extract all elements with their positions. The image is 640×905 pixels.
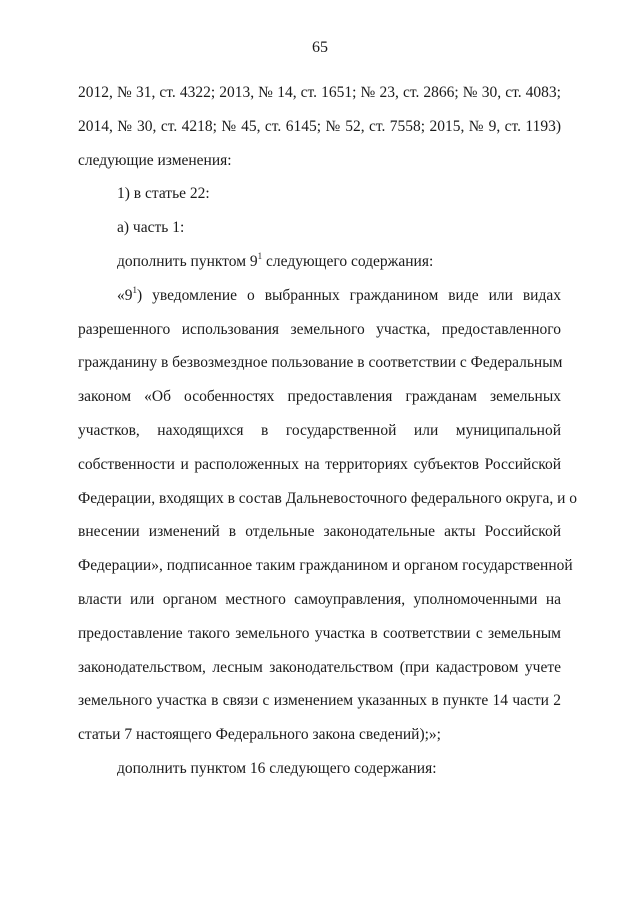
paragraph-line-18: законодательством, лесным законодательством (при кадастровом учете <box>78 658 561 676</box>
paragraph-line-9: гражданину в безвозмездное пользование в соответствии с Федеральным <box>78 354 563 372</box>
quoted-point-9-1-line <box>78 279 561 313</box>
article-22-heading: 1) в статье 22: <box>117 185 210 203</box>
add-point-9-1-text-after: следующего содержания: <box>262 252 434 270</box>
page-number: 65 <box>312 39 328 56</box>
add-point-9-1-text-before: дополнить пунктом 9 <box>117 252 258 270</box>
quoted-point-9-1-superscript: 1 <box>132 284 137 295</box>
quoted-point-9-1-text-before: «9 <box>117 286 133 304</box>
add-point-9-1-line <box>78 245 561 279</box>
quoted-point-9-1-text-after: ) уведомление о выбранных гражданином виде или видах <box>137 286 561 304</box>
add-point-9-1-superscript: 1 <box>257 250 263 261</box>
citation-line-2: 2014, № 30, ст. 4218; № 45, ст. 6145; № 52, ст. 7558; 2015, № 9, ст. 1193) <box>78 117 561 135</box>
paragraph-line-17: предоставление такого земельного участка в соответствии с земельным <box>78 624 561 642</box>
citation-line-1: 2012, № 31, ст. 4322; 2013, № 14, ст. 1651; № 23, ст. 2866; № 30, ст. 4083; <box>78 84 561 101</box>
paragraph-line-11: участков, находящихся в государственной или муниципальной <box>78 421 561 439</box>
paragraph-line-12: собственности и расположенных на территориях субъектов Российской <box>78 455 561 473</box>
paragraph-line-14: внесении изменений в отдельные законодательные акты Российской <box>78 523 561 541</box>
paragraph-line-20: статьи 7 настоящего Федерального закона сведений);»; <box>78 726 441 744</box>
document-body <box>78 76 578 786</box>
paragraph-line-8: разрешенного использования земельного участка, предоставленного <box>78 320 561 338</box>
paragraph-line-10: законом «Об особенностях предоставления гражданам земельных <box>78 388 561 406</box>
add-point-16-line: дополнить пунктом 16 следующего содержания: <box>117 759 437 777</box>
part-1-heading: а) часть 1: <box>117 219 185 237</box>
paragraph-line-15: Федерации», подписанное таким гражданином и органом государственной <box>78 557 573 575</box>
paragraph-line-13: Федерации, входящих в состав Дальневосточного федерального округа, и о <box>78 489 578 507</box>
changes-intro-line: следующие изменения: <box>78 151 232 169</box>
paragraph-line-19: земельного участка в связи с изменением указанных в пункте 14 части 2 <box>78 692 561 710</box>
paragraph-line-16: власти или органом местного самоуправления, уполномоченными на <box>78 590 561 608</box>
